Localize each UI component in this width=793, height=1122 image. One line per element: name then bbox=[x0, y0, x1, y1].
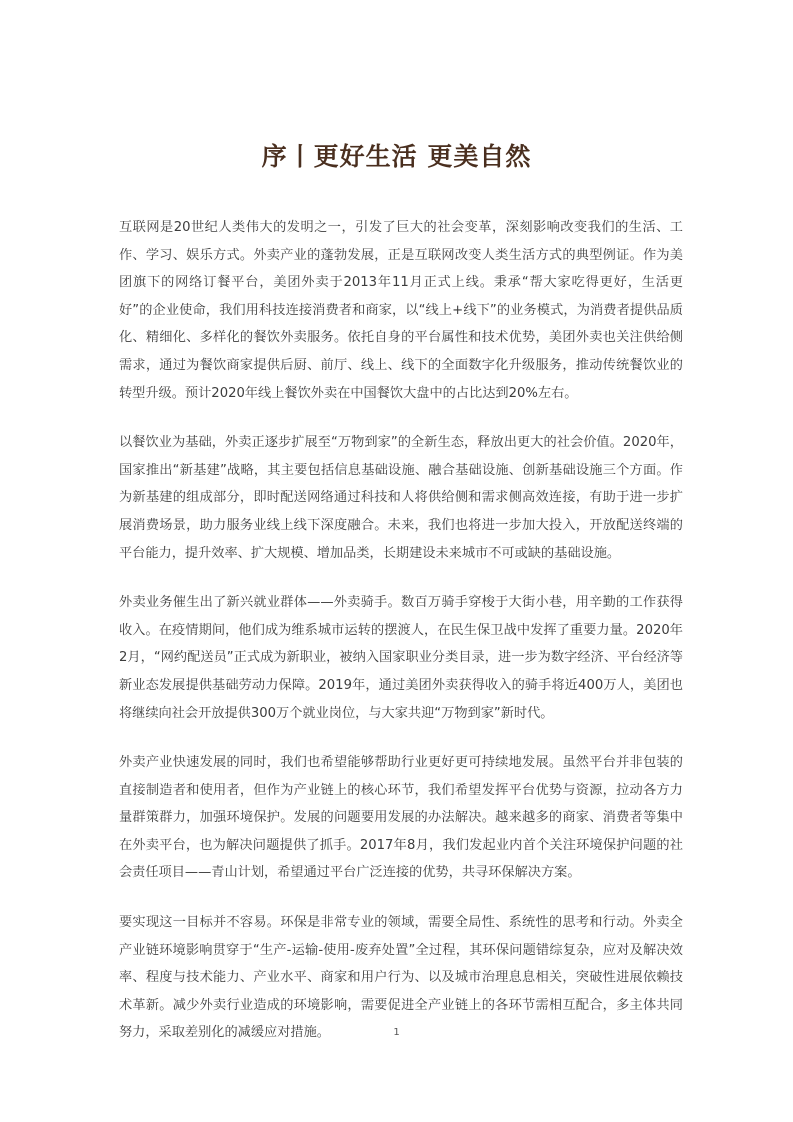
paragraph: 要实现这一目标并不容易。环保是非常专业的领域，需要全局性、系统性的思考和行动。外卖全产业链环境影响贯穿于“生产-运输-使用-废弃处置”全过程，其环保问题错综复杂，应对及解决效率、程度与技术能力、产业水平、商家和用户行为、以及城市治理息息相关，突破性进展依赖技术革新。减少外卖行业造成的环境影响，需要促进全产业链上的各环节需相互配合，多主体共同努力，采取差别化的减缓应对措施。 bbox=[119, 915, 683, 1041]
paragraph: 外卖业务催生出了新兴就业群体——外卖骑手。数百万骑手穿梭于大街小巷，用辛勤的工作获得收入。在疫情期间，他们成为维系城市运转的摆渡人，在民生保卫战中发挥了重要力量。2020年2月，“网约配送员”正式成为新职业，被纳入国家职业分类目录，进一步为数字经济、平台经济等新业态发展提供基础劳动力保障。2019年，通过美团外卖获得收入的骑手将近400万人，美团也将继续向社会开放提供300万个就业岗位，与大家共迎“万物到家”新时代。 bbox=[119, 595, 683, 721]
body-text bbox=[119, 214, 683, 1069]
page-number: 1 bbox=[393, 1027, 400, 1038]
page-title: 序丨更好生活 更美自然 bbox=[261, 141, 532, 171]
paragraph: 外卖产业快速发展的同时，我们也希望能够帮助行业更好更可持续地发展。虽然平台并非包装的直接制造者和使用者，但作为产业链上的核心环节，我们希望发挥平台优势与资源，拉动各方力量群策群力，加强环境保护。发展的问题要用发展的办法解决。越来越多的商家、消费者等集中在外卖平台，也为解决问题提供了抓手。2017年8月，我们发起业内首个关注环境保护问题的社会责任项目——青山计划，希望通过平台广泛连接的优势，共寻环保解决方案。 bbox=[119, 755, 683, 881]
paragraph: 以餐饮业为基础，外卖正逐步扩展至“万物到家”的全新生态，释放出更大的社会价值。2020年，国家推出“新基建”战略，其主要包括信息基础设施、融合基础设施、创新基础设施三个方面。作为新基建的组成部分，即时配送网络通过科技和人将供给侧和需求侧高效连接，有助于进一步扩展消费场景，助力服务业线上线下深度融合。未来，我们也将进一步加大投入，开放配送终端的平台能力，提升效率、扩大规模、增加品类，长期建设未来城市不可或缺的基础设施。 bbox=[119, 435, 683, 561]
paragraph: 互联网是20世纪人类伟大的发明之一，引发了巨大的社会变革，深刻影响改变我们的生活、工作、学习、娱乐方式。外卖产业的蓬勃发展，正是互联网改变人类生活方式的典型例证。作为美团旗下的网络订餐平台，美团外卖于2013年11月正式上线。秉承“帮大家吃得更好，生活更好”的企业使命，我们用科技连接消费者和商家，以“线上+线下”的业务模式，为消费者提供品质化、精细化、多样化的餐饮外卖服务。依托自身的平台属性和技术优势，美团外卖也关注供给侧需求，通过为餐饮商家提供后厨、前厅、线上、线下的全面数字化升级服务，推动传统餐饮业的转型升级。预计2020年线上餐饮外卖在中国餐饮大盘中的占比达到20%左右。 bbox=[119, 220, 683, 401]
